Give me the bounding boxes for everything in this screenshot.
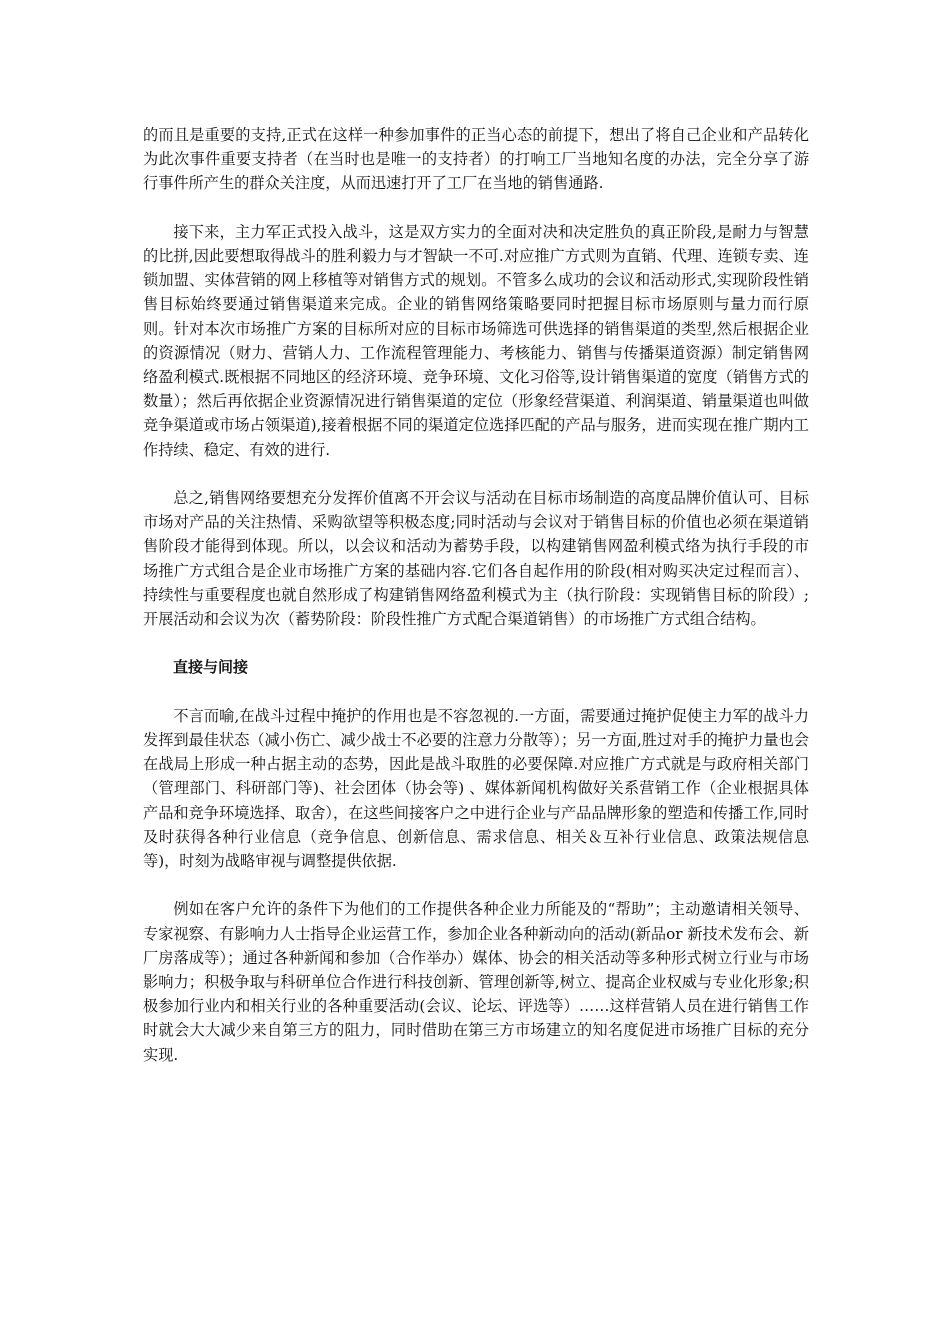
section-heading: 直接与间接	[173, 658, 249, 677]
paragraph-2: 接下来，主力军正式投入战斗，这是双方实力的全面对决和决定胜负的真正阶段,是耐力与智慧的比拼,因此要想取得战斗的胜利毅力与才智缺一不可.对应推广方式则为直销、代理、连锁专卖、连锁加盟、实体营销的网上移植等对销售方式的规划。不管多么成功的会议和活动形式,实现阶段性销售目标始终要通过销售渠道来完成。企业的销售网络策略要同时把握目标市场原则与量力而行原则。针对本次市场推广方案的目标所对应的目标市场筛选可供选择的销售渠道的类型,然后根据企业的资源情况（财力、营销人力、工作流程管理能力、考核能力、销售与传播渠道资源）制定销售网络盈利模式.既根据不同地区的经济环境、竞争环境、文化习俗等,设计销售渠道的宽度（销售方式的数量）；然后再依据企业资源情况进行销售渠道的定位（形象经营渠道、利润渠道、销量渠道也叫做竞争渠道或市场占领渠道),接着根据不同的渠道定位选择匹配的产品与服务，进而实现在推广期内工作持续、稳定、有效的进行.	[143, 222, 809, 459]
paragraph-3: 总之,销售网络要想充分发挥价值离不开会议与活动在目标市场制造的高度品牌价值认可、目标市场对产品的关注热情、采购欲望等积极态度;同时活动与会议对于销售目标的价值也必须在渠道销售阶段才能得到体现。所以，以会议和活动为蓄势手段，以构建销售网盈利模式络为执行手段的市场推广方式组合是企业市场推广方案的基础内容.它们各自起作用的阶段(相对购买决定过程而言）、持续性与重要程度也就自然形成了构建销售网络盈利模式为主（执行阶段：实现销售目标的阶段）;开展活动和会议为次（蓄势阶段：阶段性推广方式配合渠道销售）的市场推广方式组合结构。	[143, 489, 809, 629]
paragraph-1: 的而且是重要的支持,正式在这样一种参加事件的正当心态的前提下，想出了将自己企业和产品转化为此次事件重要支持者（在当时也是唯一的支持者）的打响工厂当地知名度的办法，完全分享了游行事件所产生的群众关注度，从而迅速打开了工厂在当地的销售通路.	[143, 126, 809, 193]
paragraph-4: 不言而喻,在战斗过程中掩护的作用也是不容忽视的.一方面，需要通过掩护促使主力军的战斗力发挥到最佳状态（减小伤亡、减少战士不必要的注意力分散等）；另一方面,胜过对手的掩护力量也会在战局上形成一种占据主动的态势，因此是战斗取胜的必要保障.对应推广方式就是与政府相关部门（管理部门、科研部门等)、社会团体（协会等) 、媒体新闻机构做好关系营销工作（企业根据具体产品和竞争环境选择、取舍），在这些间接客户之中进行企业与产品品牌形象的塑造和传播工作,同时及时获得各种行业信息（竞争信息、创新信息、需求信息、相关＆互补行业信息、政策法规信息等)，时刻为战略审视与调整提供依据.	[143, 706, 809, 871]
document-body	[143, 123, 809, 1091]
paragraph-5: 例如在客户允许的条件下为他们的工作提供各种企业力所能及的“帮助”；主动邀请相关领导、专家视察、有影响力人士指导企业运营工作，参加企业各种新动向的活动(新品or 新技术发布会、新厂房落成等）；通过各种新闻和参加（合作举办）媒体、协会的相关活动等多种形式树立行业与市场影响力；积极争取与科研单位合作进行科技创新、管理创新等,树立、提高企业权威与专业化形象;积极参加行业内和相关行业的各种重要活动(会议、论坛、评选等）……这样营销人员在进行销售工作时就会大大减少来自第三方的阻力，同时借助在第三方市场建立的知名度促进市场推广目标的充分实现.	[143, 900, 809, 1064]
